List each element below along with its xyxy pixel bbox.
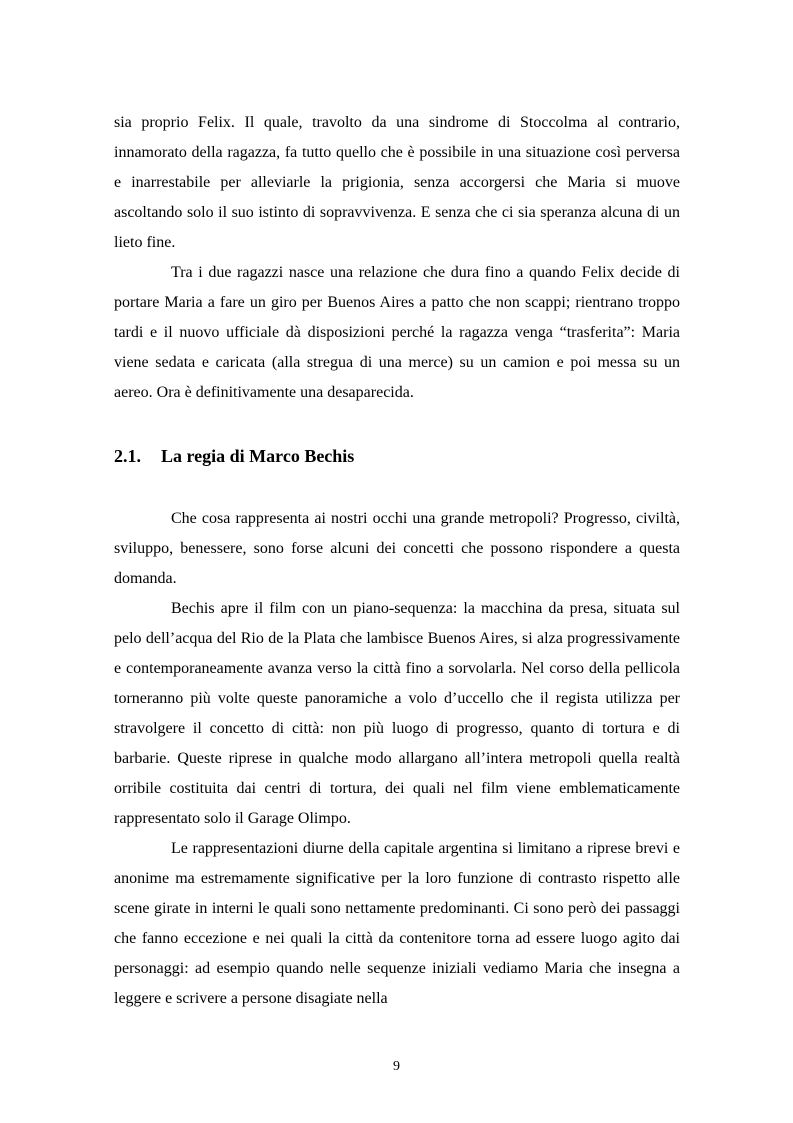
section-number: 2.1. <box>114 446 141 466</box>
paragraph-2: Tra i due ragazzi nasce una relazione che dura fino a quando Felix decide di portare Maria a fare un giro per Buenos Aires a patto che non scappi; rientrano troppo tardi e il nuovo ufficiale dà disposizioni perché la ragazza venga “trasferita”: Maria viene sedata e caricata (alla stregua di una merce) su un camion e poi messa su un aereo. Ora è definitivamente una desaparecida. <box>114 264 680 401</box>
paragraph-4: Bechis apre il film con un piano-sequenza: la macchina da presa, situata sul pelo dell’acqua del Rio de la Plata che lambisce Buenos Aires, si alza progressivamente e contemporaneamente avanza verso la città fino a sorvolarla. Nel corso della pellicola torneranno più volte queste panoramiche a volo d’uccello che il regista utilizza per stravolgere il concetto di città: non più luogo di progresso, quanto di tortura e di barbarie. Queste riprese in qualche modo allargano all’intera metropoli quella realtà orribile costituita dai centri di tortura, dei quali nel film viene emblematicamente rappresentato solo il Garage Olimpo. <box>114 600 680 827</box>
paragraph-3: Che cosa rappresenta ai nostri occhi una grande metropoli? Progresso, civiltà, sviluppo, benessere, sono forse alcuni dei concetti che possono rispondere a questa domanda. <box>114 510 680 587</box>
page-body <box>114 108 680 1014</box>
paragraph-1: sia proprio Felix. Il quale, travolto da una sindrome di Stoccolma al contrario, innamorato della ragazza, fa tutto quello che è possibile in una situazione così perversa e inarrestabile per alleviarle la prigionia, senza accorgersi che Maria si muove ascoltando solo il suo istinto di sopravvivenza. E senza che ci sia speranza alcuna di un lieto fine. <box>114 114 680 251</box>
paragraph-5: Le rappresentazioni diurne della capitale argentina si limitano a riprese brevi e anonime ma estremamente significative per la loro funzione di contrasto rispetto alle scene girate in interni le quali sono nettamente predominanti. Ci sono però dei passaggi che fanno eccezione e nei quali la città da contenitore torna ad essere luogo agito dai personaggi: ad esempio quando nelle sequenze iniziali vediamo Maria che insegna a leggere e scrivere a persone disagiate nella <box>114 840 680 1007</box>
section-heading <box>114 441 680 471</box>
page-number: 9 <box>393 1059 400 1074</box>
spacer <box>114 471 680 504</box>
spacer <box>114 408 680 441</box>
section-title: La regia di Marco Bechis <box>161 446 355 466</box>
